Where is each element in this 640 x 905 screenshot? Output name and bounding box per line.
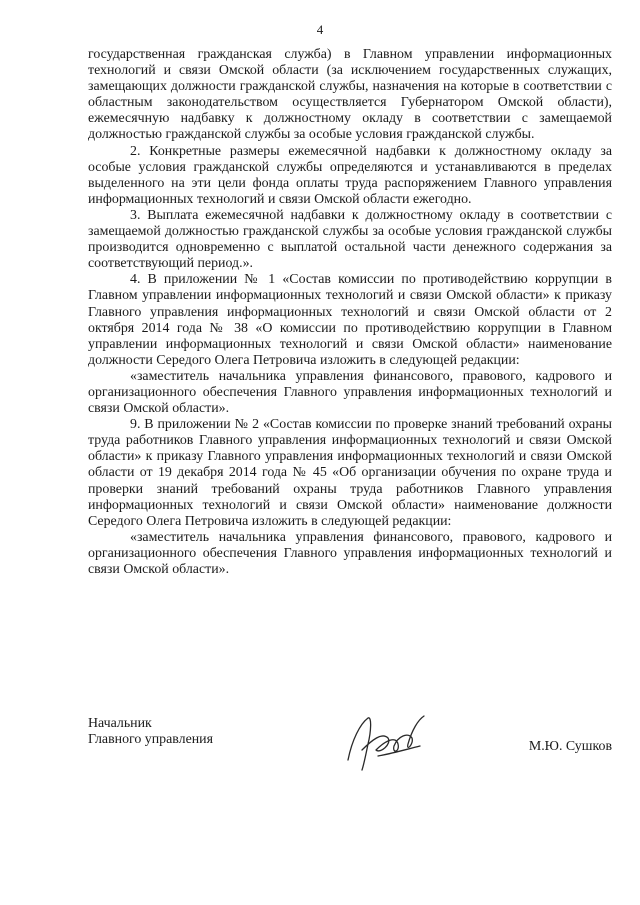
paragraph-item-9: 9. В приложении № 2 «Состав комиссии по проверке знаний требований охраны труда работников Главного управления информационных технологий и связи Омской области» к приказу Главного управления информационных технологий и связи Омской области от 19 декабря 2014 года № 45 «Об организации обучения по охране труда и проверки знаний требований охраны труда работников Главного управления информационных технологий и связи Омской области» наименование должности Середого Олега Петровича изложить в следующей редакции: <box>88 417 612 529</box>
paragraph-item-3: 3. Выплата ежемесячной надбавки к должностному окладу в соответствии с замещаемой должностью гражданской службы за особые условия гражданской службы производится одновременно с выплатой остальной части денежного содержания за соответствующий период.». <box>88 207 612 272</box>
paragraph-item-4: 4. В приложении № 1 «Состав комиссии по противодействию коррупции в Главном управлении информационных технологий и связи Омской области» к приказу Главного управления информационных технологий и связи Омской области от 2 октября 2014 года № 38 «О комиссии по противодействию коррупции в Главном управлении информационных технологий и связи Омской области» наименование должности Середого Олега Петровича изложить в следующей редакции: <box>88 272 612 368</box>
handwritten-signature-icon <box>338 710 438 776</box>
signature-block <box>88 716 612 786</box>
body-text <box>88 47 612 578</box>
paragraph-continuation: государственная гражданская служба) в Главном управлении информационных технологий и связи Омской области (за исключением государственных служащих, замещающих должности гражданской службы, назначения на которые в соответствии с областным законодательством осуществляется Губернатором Омской области), ежемесячную надбавку к должностному окладу в соответствии с замещаемой должностью гражданской службы за особые условия гражданской службы. <box>88 47 612 143</box>
paragraph-quote-1: «заместитель начальника управления финансового, правового, кадрового и организационного обеспечения Главного управления информационных технологий и связи Омской области». <box>88 368 612 417</box>
signatory-title <box>88 716 213 748</box>
paragraph-quote-2: «заместитель начальника управления финансового, правового, кадрового и организационного обеспечения Главного управления информационных технологий и связи Омской области». <box>88 529 612 577</box>
signatory-title-line-1: Начальник <box>88 716 152 731</box>
signatory-title-line-2: Главного управления <box>88 732 214 748</box>
paragraph-item-2: 2. Конкретные размеры ежемесячной надбавки к должностному окладу за особые условия гражданской службы определяются и устанавливаются в пределах выделенного на эти цели фонда оплаты труда распоряжением Главного управления информационных технологий и связи Омской области ежегодно. <box>88 143 612 207</box>
signatory-name: М.Ю. Сушков <box>528 739 612 754</box>
page-number: 4 <box>316 22 324 37</box>
